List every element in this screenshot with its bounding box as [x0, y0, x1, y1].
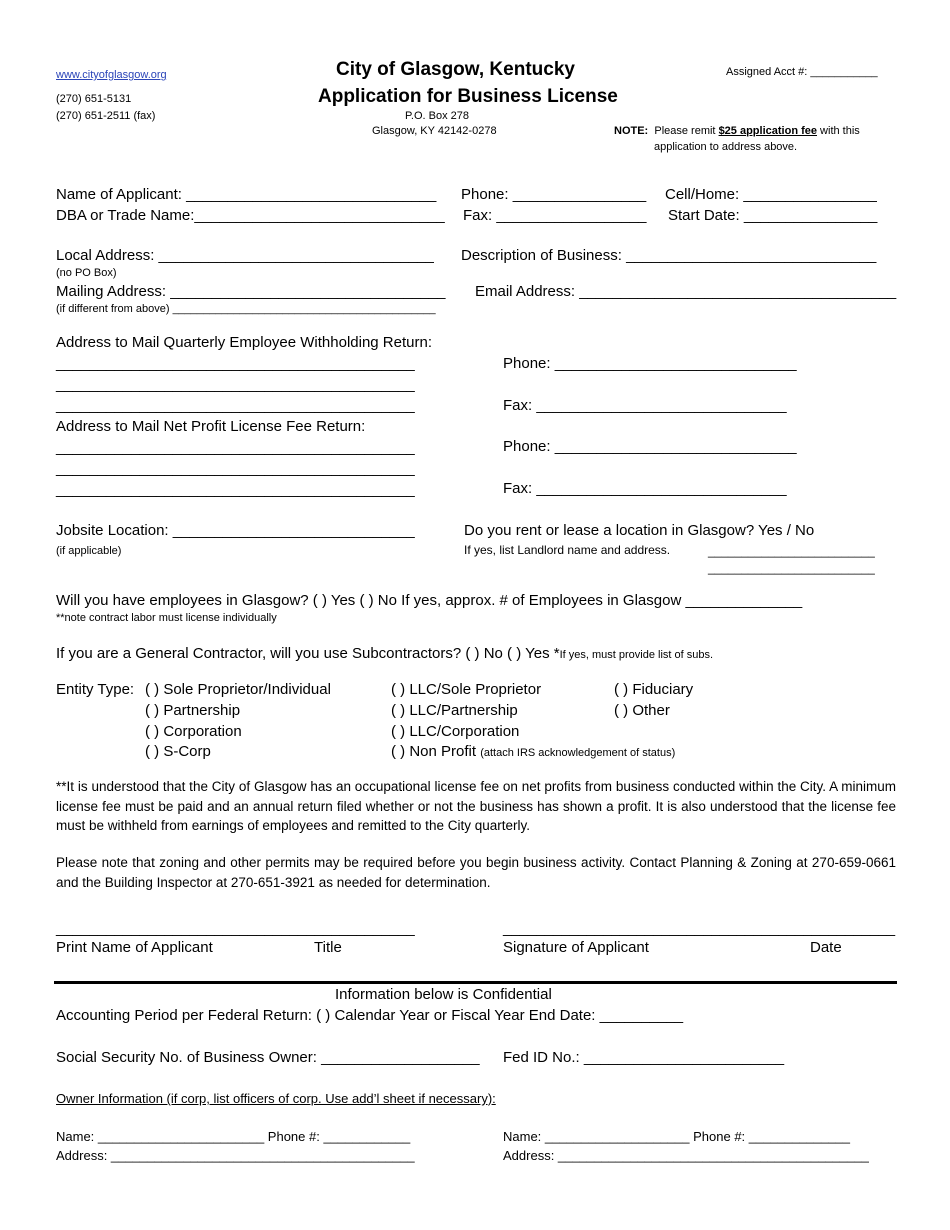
- netprofit-line-1[interactable]: ___________________________________________: [56, 439, 415, 456]
- subcontractors-text: If you are a General Contractor, will you use Subcontractors? ( ) No ( ) Yes *: [56, 645, 560, 662]
- employees-question[interactable]: Will you have employees in Glasgow? ( ) Yes ( ) No If yes, approx. # of Employees in Glasgow ______________: [56, 592, 803, 609]
- netprofit-line-3[interactable]: ___________________________________________: [56, 481, 415, 498]
- website-link[interactable]: www.cityofglasgow.org: [56, 69, 167, 81]
- withholding-line-3[interactable]: ___________________________________________: [56, 397, 415, 414]
- signature-label: Signature of Applicant: [503, 939, 649, 956]
- jobsite-note: (if applicable): [56, 545, 122, 557]
- zoning-paragraph: Please note that zoning and other permits may be required before you begin business activity. Contact Planning & Zoning at 270-659-0661 and the Building Inspector at 270-651-3921 as needed for determination.: [56, 855, 896, 890]
- note-text-post: with this: [817, 125, 860, 137]
- landlord-line-1[interactable]: _________________________: [708, 544, 875, 558]
- entity-type-label: Entity Type:: [56, 681, 135, 698]
- accounting-period-field[interactable]: Accounting Period per Federal Return: ( ) Calendar Year or Fiscal Year End Date: __________: [56, 1007, 684, 1024]
- page-title: City of Glasgow, Kentucky: [336, 59, 575, 80]
- entity-non-profit-label: ( ) Non Profit: [391, 743, 477, 760]
- netprofit-label: Address to Mail Net Profit License Fee Return:: [56, 418, 366, 435]
- fed-id-field[interactable]: Fed ID No.: ________________________: [503, 1049, 785, 1066]
- fax-number: (270) 651-2511 (fax): [56, 110, 156, 122]
- jobsite-field[interactable]: Jobsite Location: _____________________________: [56, 522, 415, 539]
- withholding-line-1[interactable]: ___________________________________________: [56, 355, 415, 372]
- withholding-line-2[interactable]: ___________________________________________: [56, 376, 415, 393]
- if-different-note: (if different from above) ___________________________________________: [56, 303, 436, 315]
- fax-field[interactable]: Fax: __________________: [463, 207, 647, 224]
- withholding-label: Address to Mail Quarterly Employee Withholding Return:: [56, 334, 432, 351]
- owner-1-address[interactable]: Address: __________________________________________: [56, 1148, 415, 1163]
- entity-llc-partnership[interactable]: ( ) LLC/Partnership: [391, 702, 518, 719]
- owner-1-name-phone[interactable]: Name: _______________________ Phone #: ____________: [56, 1129, 411, 1144]
- subcontractors-question[interactable]: [56, 645, 713, 663]
- entity-non-profit[interactable]: [391, 743, 675, 761]
- owner-2-address[interactable]: Address: ___________________________________________: [503, 1148, 869, 1163]
- email-address-field[interactable]: Email Address: ______________________________________: [475, 283, 897, 300]
- cell-home-field[interactable]: Cell/Home: ________________: [665, 186, 877, 203]
- start-date-field[interactable]: Start Date: ________________: [668, 207, 878, 224]
- netprofit-line-2[interactable]: ___________________________________________: [56, 460, 415, 477]
- print-name-line[interactable]: ___________________________________________: [56, 920, 415, 937]
- entity-s-corp[interactable]: ( ) S-Corp: [145, 743, 211, 760]
- po-box: P.O. Box 278: [405, 110, 470, 122]
- no-po-box-note: (no PO Box): [56, 267, 117, 279]
- entity-partnership[interactable]: ( ) Partnership: [145, 702, 241, 719]
- applicant-name-field[interactable]: Name of Applicant: ______________________________: [56, 186, 437, 203]
- dba-field[interactable]: DBA or Trade Name:______________________________: [56, 207, 445, 224]
- entity-llc-corporation[interactable]: ( ) LLC/Corporation: [391, 723, 520, 740]
- landlord-prompt: If yes, list Landlord name and address.: [464, 543, 671, 557]
- withholding-phone-field[interactable]: Phone: _____________________________: [503, 355, 797, 372]
- entity-sole-proprietor[interactable]: ( ) Sole Proprietor/Individual: [145, 681, 331, 698]
- signature-line[interactable]: _______________________________________________: [503, 920, 896, 937]
- title-label: Title: [314, 939, 342, 956]
- assigned-account: Assigned Acct #: ___________: [726, 66, 878, 78]
- contract-labor-note: **note contract labor must license individually: [56, 612, 277, 624]
- non-profit-note: (attach IRS acknowledgement of status): [480, 747, 676, 759]
- owner-2-name-phone[interactable]: Name: ____________________ Phone #: ______________: [503, 1129, 850, 1144]
- note-fee: $25 application fee: [718, 125, 817, 137]
- phone-field[interactable]: Phone: ________________: [461, 186, 647, 203]
- note-label: NOTE:: [614, 125, 649, 137]
- city-state-zip: Glasgow, KY 42142-0278: [372, 125, 497, 137]
- confidential-heading: Information below is Confidential: [335, 986, 552, 1003]
- local-address-field[interactable]: Local Address: _________________________________: [56, 247, 434, 264]
- withholding-fax-field[interactable]: Fax: ______________________________: [503, 397, 787, 414]
- business-description-field[interactable]: Description of Business: ______________________________: [461, 247, 877, 264]
- owner-info-heading: Owner Information (if corp, list officers of corp. Use add’l sheet if necessary):: [56, 1091, 496, 1106]
- confidential-divider: [54, 981, 897, 984]
- note-line-2: application to address above.: [654, 141, 798, 153]
- date-label: Date: [810, 939, 842, 956]
- netprofit-fax-field[interactable]: Fax: ______________________________: [503, 480, 787, 497]
- landlord-line-2[interactable]: _________________________: [708, 561, 875, 575]
- print-name-label: Print Name of Applicant: [56, 939, 213, 956]
- entity-fiduciary[interactable]: ( ) Fiduciary: [614, 681, 694, 698]
- entity-other[interactable]: ( ) Other: [614, 702, 670, 719]
- mailing-address-field[interactable]: Mailing Address: _________________________________: [56, 283, 446, 300]
- license-fee-paragraph: **It is understood that the City of Glasgow has an occupational license fee on net profits from business conducted within the City. A minimum license fee must be paid and an annual return filed whether or not the business has shown a profit. It is also understood that the license fee must be withheld from earnings of employees and remitted to the City quarterly.: [56, 779, 896, 833]
- entity-corporation[interactable]: ( ) Corporation: [145, 723, 242, 740]
- note-text-pre: Please remit: [654, 125, 719, 137]
- subcontractors-note: If yes, must provide list of subs.: [559, 649, 714, 661]
- page-subtitle: Application for Business License: [318, 86, 618, 107]
- note-block: [614, 125, 860, 138]
- phone-number: (270) 651-5131: [56, 93, 132, 105]
- netprofit-phone-field[interactable]: Phone: _____________________________: [503, 438, 797, 455]
- rent-lease-question[interactable]: Do you rent or lease a location in Glasgow? Yes / No: [464, 522, 815, 539]
- ssn-field[interactable]: Social Security No. of Business Owner: ___________________: [56, 1049, 480, 1066]
- entity-llc-sole-proprietor[interactable]: ( ) LLC/Sole Proprietor: [391, 681, 542, 698]
